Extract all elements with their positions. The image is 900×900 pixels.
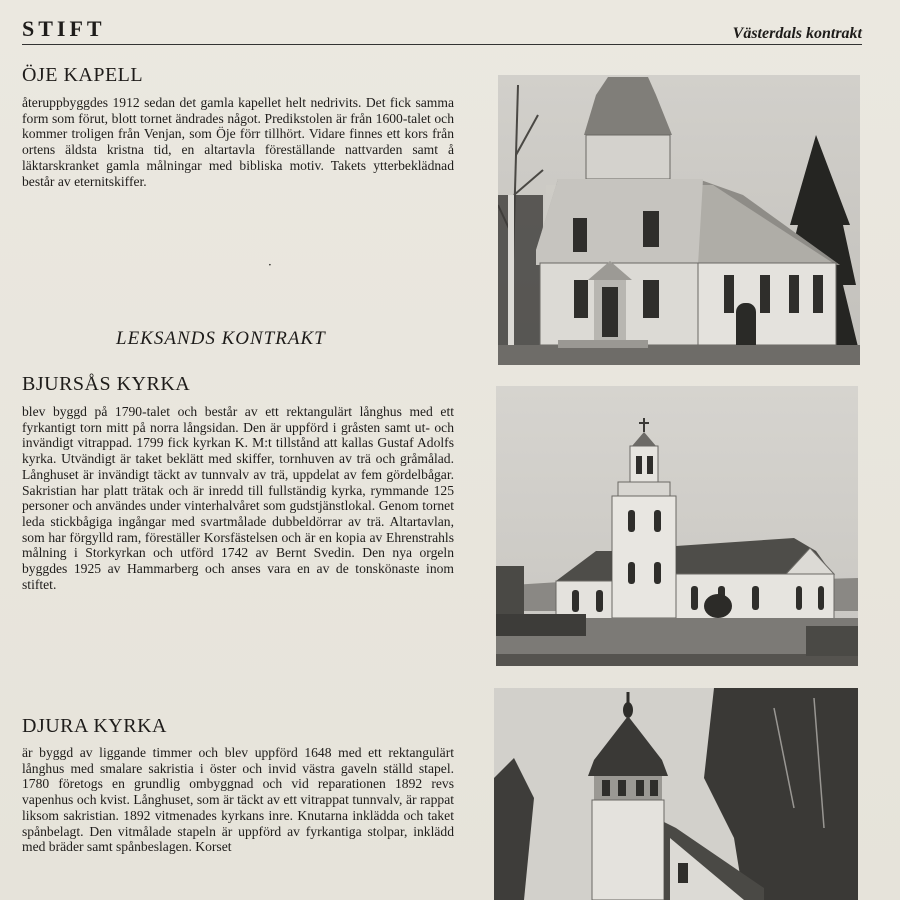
- running-header-left: STIFT: [22, 16, 106, 41]
- running-header-right: Västerdals kontrakt: [732, 25, 862, 42]
- church-illustration-oje: [498, 75, 860, 365]
- djura-text: är byggd av liggande timmer och blev uppförd 1648 med ett rektangulärt långhus med smalare sakristia i öster och invid västra gaveln ställd stapel. 1780 företogs en grundlig ombyggnad och vid reparationen 1892 revs vapenhus och kvist. Långhuset, som är täckt av ett vitrappat tunnvalv, är rappat liksom sakristian. 1892 vitmenades kyrkans inre. Knutarna inklädda och taket spånbelagt. Den vitmålade stapeln är uppförd av fyrkantiga stolpar, inklädd med bräder samt spånbeslagen. Korset: [22, 745, 454, 855]
- photo-bjursas-kyrka: [496, 386, 858, 666]
- header-rule: [22, 44, 862, 45]
- bjursas-text: blev byggd på 1790-talet och består av ett rektangulärt långhus med ett fyrkantigt torn mitt på norra långsidan. Den är uppförd i gråsten samt ut- och invändigt vitrappad. 1799 fick kyrkan K. M:t tillstånd att kallas Gustaf Adolfs kyrka. Utvändigt är taket beklätt med skiffer, tornhuven av trä och gråmålad. Långhuset är invändigt täckt av tunnvalv av trä, uppdelat av fem gördelbågar. Sakristian har platt trätak och är inredd till fullständig kyrka, rymmande 125 personer och användes under vinterhalvåret som gudstjänstlokal. Genom tornet leda stickbågiga ingångar med svartmålade dubbeldörrar av trä. Altartavlan, som har förgylld ram, föreställer Korsfästelsen och är en kopia av Ehrenstrahls målning i Storkyrkan och utförd 1742 av Bernt Svedin. Den nya orgeln byggdes 1925 av Hammarberg och anses vara en av de tonskönaste inom stiftet.: [22, 404, 454, 592]
- djura-title: DJURA KYRKA: [22, 715, 167, 737]
- photo-djura-kyrka: [494, 688, 858, 900]
- oje-text: återuppbyggdes 1912 sedan det gamla kapellet helt nedrivits. Det fick samma form som förut, blott tornet ändrades något. Predikstolen är från 1600-talet och kommer troligen från Venjan, som Öje förr tillhört. Vidare finnes ett kors från ortens äldsta kristna tid, en altartavla föreställande nattvarden samt å läktarskranket gamla målningar med bibliska motiv. Takets ytterbeklädnad består av eternitskiffer.: [22, 95, 454, 189]
- separator-dot: ·: [268, 258, 272, 272]
- church-illustration-djura: [494, 688, 858, 900]
- oje-title: ÖJE KAPELL: [22, 64, 144, 86]
- section-heading: LEKSANDS KONTRAKT: [116, 328, 326, 349]
- church-illustration-bjursas: [496, 386, 858, 666]
- bjursas-title: BJURSÅS KYRKA: [22, 373, 191, 395]
- photo-oje-kapell: [498, 75, 860, 365]
